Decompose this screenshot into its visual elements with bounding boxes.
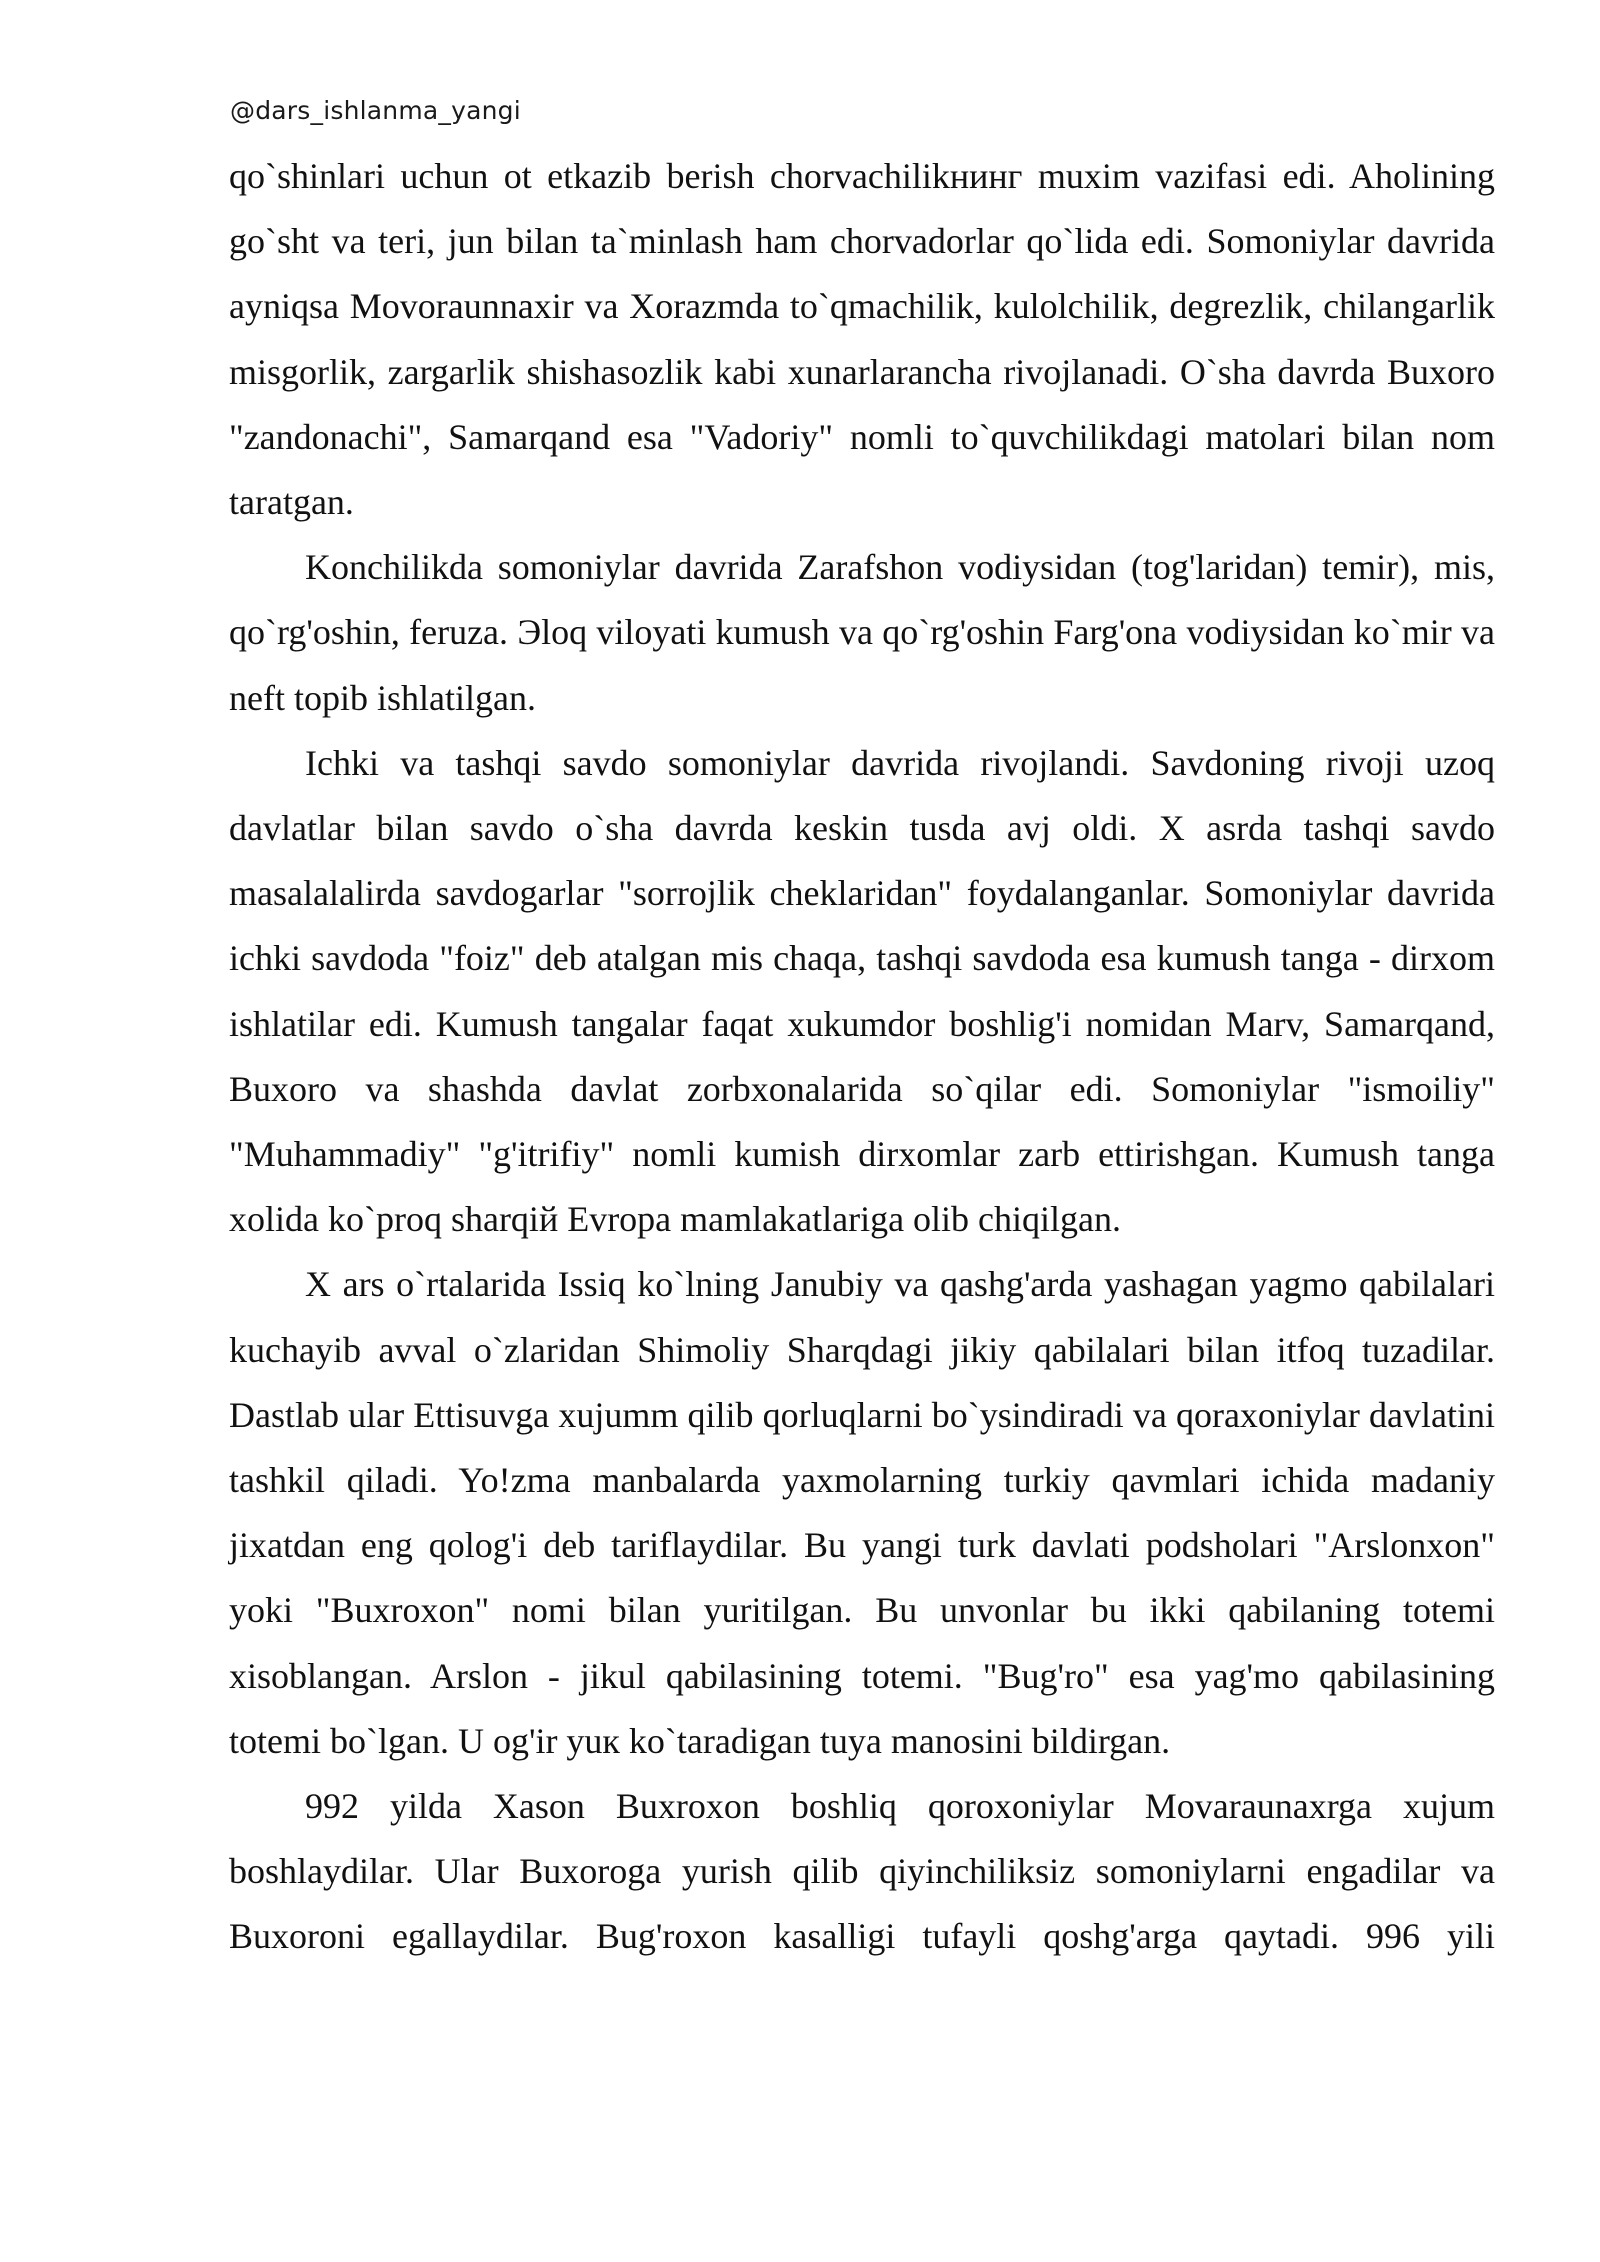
paragraph-3: Ichki va tashqi savdo somoniylar davrida rivojlandi. Savdoning rivoji uzoq davlatlar bilan savdo o`sha davrda keskin tusda avj oldi. X asrda tashqi savdo masalalalirda savdogarlar "sorrojlik cheklaridan" foydalanganlar. Somoniylar davrida ichki savdoda "foiz" deb atalgan mis chaqa, tashqi savdoda esa kumush tanga - dirxom ishlatilar edi. Kumush tangalar faqat xukumdor boshlig'i nomidan Marv, Samarqand, Buxoro va shashda davlat zorbxonalarida so`qilar edi. Somoniylar "ismoiliy" "Muhammadiy" "g'itrifiy" nomli kumish dirxomlar zarb ettirishgan. Kumush tanga xolida ko`proq sharqiй Evropa mamlakatlariga olib chiqilgan.	[229, 742, 1495, 1240]
paragraph-4: X ars o`rtalarida Issiq ko`lning Janubiy va qashg'arda yashagan yagmo qabilalari kuchayib avval o`zlaridan Shimoliy Sharqdagi jikiy qabilalari bilan itfoq tuzadilar. Dastlab ular Ettisuvga xujumm qilib qorluqlarni bo`ysindiradi va qoraxoniylar davlatini tashkil qiladi. Yo!zma manbalarda yaxmolarning turkiy qavmlari ichida madaniy jixatdan eng qolog'i deb tariflaydilar. Bu yangi turk davlati podsholari "Arslonxon" yoki "Buxroxon" nomi bilan yuritilgan. Bu unvonlar bu ikki qabilaning totemi xisoblangan. Arslon - jikul qabilasining totemi. "Bug'ro" esa yag'mo qabilasining totemi bo`lgan. U og'ir yuк ko`taradigan tuya manosini bildirgan.	[229, 1264, 1495, 1761]
paragraph-5: 992 yilda Xason Buxroxon boshliq qoroxoniylar Movaraunaxrga xujum boshlaydilar. Ular Buxoroga yurish qilib qiyinchiliksiz somoniylarni engadilar va Buxoroni egallaydilar. Bug'roxon kasalligi tufayli qoshg'arga qaytadi. 996 yili	[229, 1786, 1495, 1957]
document-body	[229, 144, 1495, 1970]
paragraph-1: qo`shinlari uchun ot etkazib berish chorvachilikнинг muxim vazifasi edi. Aholining go`sht va teri, jun bilan ta`minlash ham chorvadorlar qo`lida edi. Somoniylar davrida ayniqsa Movoraunnaxir va Xorazmda to`qmachilik, kulolchilik, degrezlik, chilangarlik misgorlik, zargarlik shishasozlik kabi xunarlarancha rivojlanadi. O`sha davrda Buxoro "zandonachi", Samarqand esa "Vadoriy" nomli to`quvchilikdagi matolari bilan nom taratgan.	[229, 156, 1495, 523]
paragraph-2: Konchilikda somoniylar davrida Zarafshon vodiysidan (tog'laridan) temir), mis, qo`rg'oshin, feruza. Эloq viloyati kumush va qo`rg'oshin Farg'ona vodiysidan ko`mir va neft topib ishlatilgan.	[229, 547, 1495, 718]
page-header-channel: @dars_ishlanma_yangi	[230, 96, 521, 125]
